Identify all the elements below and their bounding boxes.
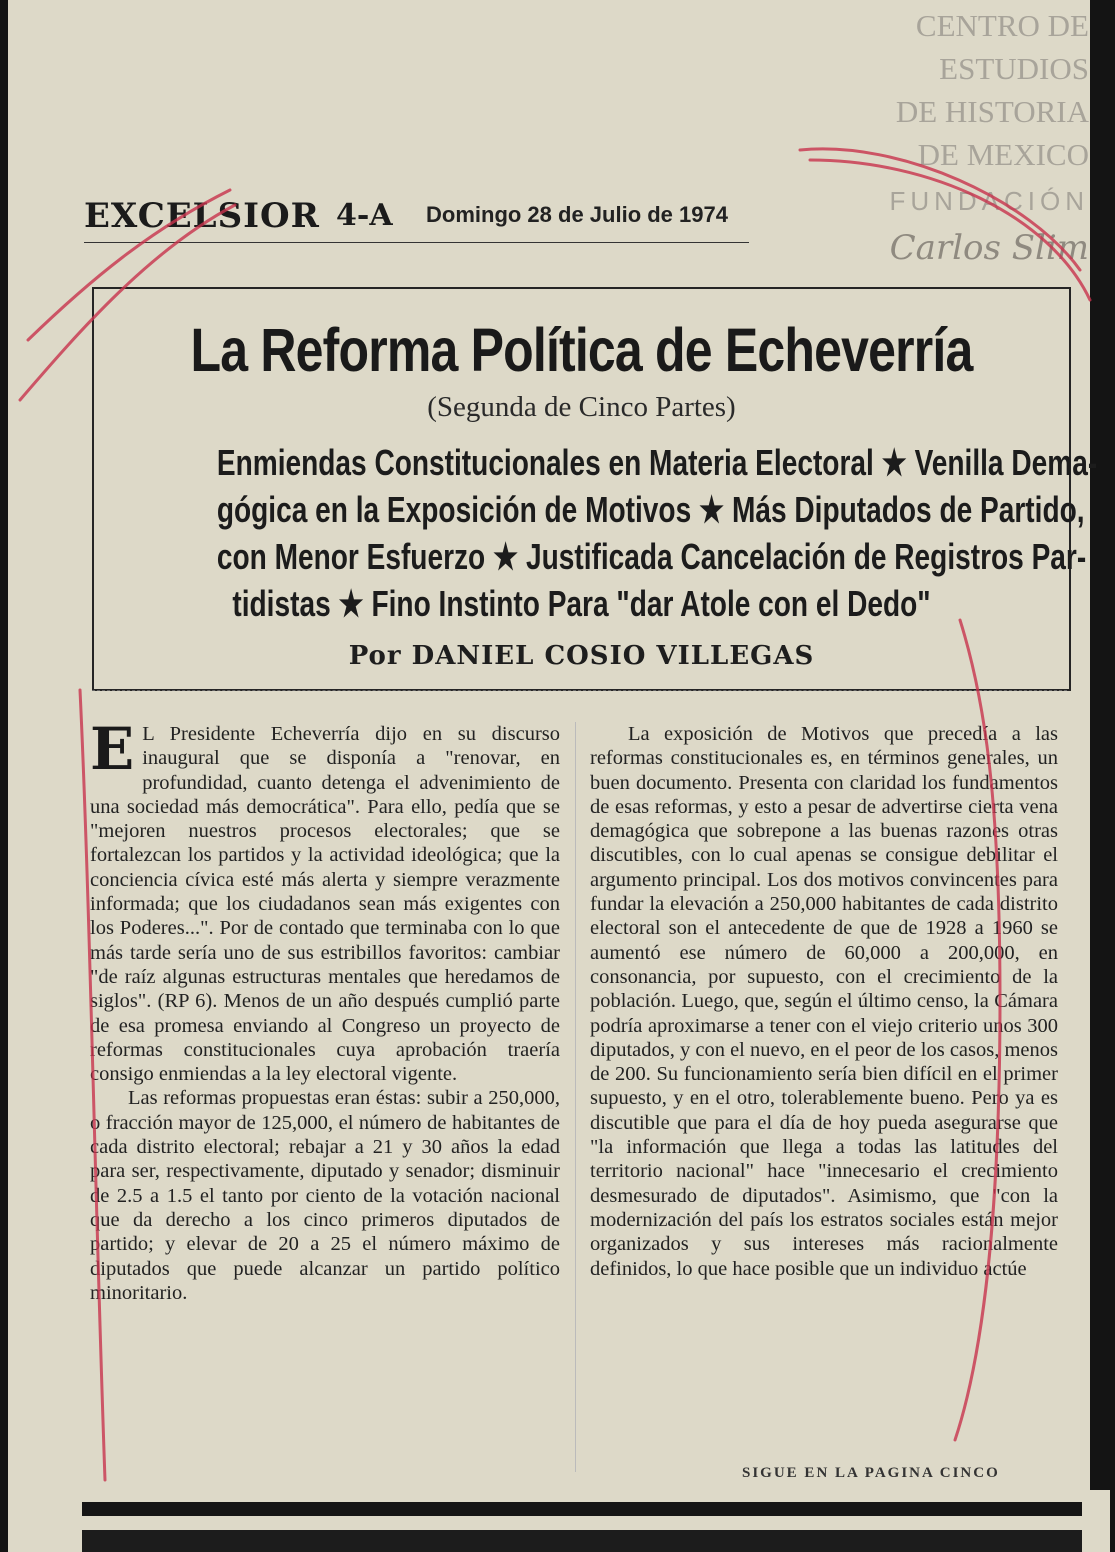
deck [114, 439, 1098, 627]
watermark-signature: Carlos Slim [889, 228, 1089, 268]
bottom-rule-2 [82, 1530, 1082, 1552]
watermark-line: DE MEXICO [917, 137, 1089, 172]
subheadline: (Segunda de Cinco Partes) [427, 391, 736, 423]
section-divider [92, 690, 1067, 691]
watermark-line: DE HISTORIA [895, 94, 1089, 129]
drop-cap: E [90, 715, 135, 783]
headline: La Reforma Política de Echeverría [190, 316, 973, 384]
paragraph: Las reformas propuestas eran éstas: subir a 250,000, o fracción mayor de 125,000, el número de habitantes de cada distrito electoral; rebajar a 21 y 30 años la edad para ser, respectivamente, diputado y senador; disminuir de 2.5 a 1.5 el tanto por ciento de la votación nacional que da derecho a los cinco primeros diputados de partido; y elevar de 20 a 25 el número máximo de diputados que puede alcanzar un partido político minoritario. [90, 1087, 560, 1304]
watermark-line: ESTUDIOS [939, 51, 1089, 86]
clipping-bottom-strip [70, 1490, 1110, 1552]
watermark-line: CENTRO DE [915, 8, 1089, 43]
watermark-foundation: FUNDACIÓN [889, 186, 1089, 216]
publication-date: Domingo 28 de Julio de 1974 [426, 202, 728, 227]
paragraph: La exposición de Motivos que precedía a las reformas constitucionales es, en términos generales, un buen documento. Presenta con claridad los fundamentos de esas reformas, y esto a pesar de advertirse cierta vena demagógica que sobrepone a las buenas razones otras discutibles, con lo cual apenas se consigue debilitar el argumento principal. Los dos motivos convincentes para fundar la elevación a 250,000 habitantes de cada distrito electoral son el antecedente de que de 1928 a 1960 se aumentó ese número de 60,000 a 200,000, en consonancia, por supuesto, con el crecimiento de la población. Luego, que, según el último censo, la Cámara podría aproximarse a tener con el viejo criterio unos 300 diputados, y con el nuevo, en el peor de los casos, menos de 200. Su funcionamiento sería bien difícil en el primer supuesto, y en el otro, tolerablemente bueno. Pero ya es discutible que para el día de hoy pueda asegurarse que "la información que llega a todas las latitudes del territorio nacional" hace "innecesario el crecimiento desmesurado de diputados". Asimismo, que "con la modernización del país los estratos sociales están mejor organizados y sus intereses más racionalmente definidos, lo que hace posible que un individuo actúe [590, 723, 1058, 1280]
byline: Por DANIEL COSIO VILLEGAS [348, 641, 815, 671]
publication-name: EXCELSIOR [84, 196, 320, 236]
paragraph [90, 715, 560, 1086]
deck-line: Enmiendas Constitucionales en Materia Electoral ★ Venilla Dema- [216, 442, 1098, 483]
archive-watermark [889, 4, 1089, 270]
headline-box [92, 287, 1098, 691]
paragraph-text: L Presidente Echeverría dijo en su discurso inaugural que se disponía a "renovar, en profundidad, cuanto detenga el advenimiento de una sociedad más democrática". Para ello, pedía que se "mejoren nuestros procesos electorales; que se fortalezcan los partidos y la actividad ideológica; que la conciencia cívica esté más alerta y siempre verazmente informada; que los ciudadanos sean más exigentes con los Poderes...". Por de contado que terminaba con lo que más tarde sería uno de sus estribillos favoritos: cambiar "de raíz algunas estructuras mentales que heredamos de siglos". (RP 6). Menos de un año después cumplió parte de esa promesa enviando al Congreso un proyecto de reformas constitucionales cuya aprobación traería consigo enmiendas a la ley electoral vigente. [90, 723, 560, 1086]
article-column-left [90, 715, 560, 1305]
column-rule [575, 722, 576, 1472]
bottom-rule [82, 1502, 1082, 1516]
deck-line: con Menor Esfuerzo ★ Justificada Cancelación de Registros Par- [216, 536, 1087, 577]
article-column-right [590, 722, 1058, 1281]
page-number: 4-A [336, 198, 393, 233]
continued-notice: SIGUE EN LA PAGINA CINCO [742, 1465, 1000, 1481]
deck-line: tidistas ★ Fino Instinto Para "dar Atole con el Dedo" [232, 583, 931, 624]
masthead [84, 196, 749, 243]
deck-line: gógica en la Exposición de Motivos ★ Más Diputados de Partido, [216, 489, 1085, 530]
